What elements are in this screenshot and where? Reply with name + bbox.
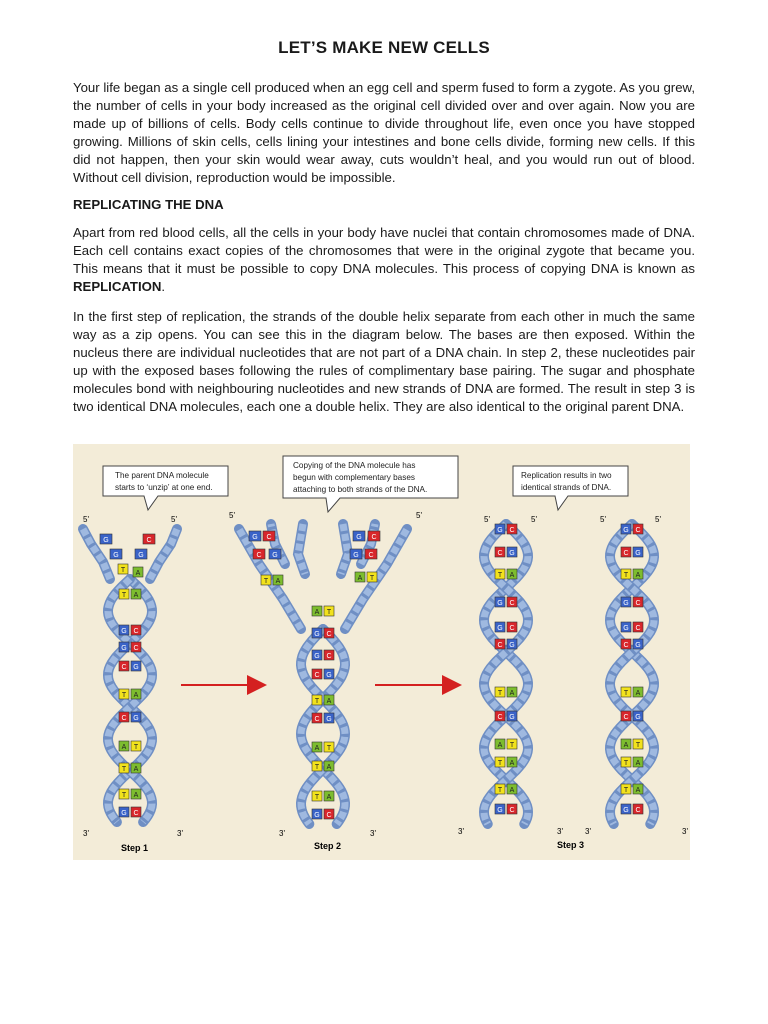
base-letter-3: C (146, 537, 152, 544)
base-letter-111: A (326, 794, 332, 801)
base-letter-207: C (509, 807, 515, 814)
base-letter-89: C (314, 672, 320, 679)
base-letter-29: T (121, 692, 127, 699)
replication-term: REPLICATION (73, 279, 162, 294)
base-letter-203: A (635, 787, 641, 794)
base-letter-33: C (121, 715, 127, 722)
callout-step1 (103, 466, 228, 510)
base-letter-151: C (509, 625, 515, 632)
base-letter-133: T (497, 572, 503, 579)
base-letter-53: G (252, 534, 258, 541)
base-letter-85: G (314, 653, 320, 660)
base-letter-181: A (497, 742, 503, 749)
base-letter-193: T (623, 760, 629, 767)
base-letter-75: T (369, 575, 375, 582)
label-3prime-step1-left: 3' (83, 829, 89, 838)
paragraph-end: . (161, 279, 166, 294)
base-letter-165: T (497, 690, 503, 697)
base-letter-179: G (635, 714, 641, 721)
replication-steps-paragraph: In the first step of replication, the strands of the double helix separate from each other in much the same way as a zip opens. You can see this in the diagram below. The bases are then exposed. Within the nucleus there are individual nucleotides that are not part of a DNA chain. In step 2, these nucleotides pair up with the exposed bases following the rules of complimentary base pairing. The sugar and phosphate molecules bond with neighbouring nucleotides and new strands of DNA are formed. The result in step 3 is two identical DNA molecules, each one a double helix. They are also identical to the original parent DNA. (73, 309, 695, 414)
base-letter-9: T (120, 567, 126, 574)
base-letter-205: G (497, 807, 503, 814)
base-letter-17: G (121, 628, 127, 635)
callout-step3-line2: identical strands of DNA. (521, 483, 612, 492)
base-letter-93: T (314, 698, 320, 705)
label-3prime-step3a-right: 3' (557, 827, 563, 836)
base-letter-105: T (314, 764, 320, 771)
label-3prime-step3a-left: 3' (458, 827, 464, 836)
base-letter-83: C (326, 631, 332, 638)
base-letter-37: A (121, 744, 127, 751)
base-letter-45: T (121, 792, 127, 799)
base-letter-65: G (353, 552, 359, 559)
base-letter-115: C (326, 812, 332, 819)
callout-step2-line2: begun with complementary bases (293, 473, 415, 482)
base-letter-147: C (635, 600, 641, 607)
base-letter-15: A (133, 592, 139, 599)
dna-strands (83, 524, 654, 824)
step1-label: Step 1 (121, 843, 149, 853)
callout-step1-line2: starts to ‘unzip’ at one end. (115, 483, 213, 492)
base-letter-197: T (497, 787, 503, 794)
base-letter-119: C (509, 527, 515, 534)
base-letter-199: A (509, 787, 515, 794)
base-pairs (100, 524, 643, 819)
callout-step1-line1: The parent DNA molecule (115, 471, 209, 480)
base-letter-135: A (509, 572, 515, 579)
base-letter-77: A (314, 609, 320, 616)
base-letter-79: T (326, 609, 332, 616)
base-letter-99: G (326, 716, 332, 723)
base-letter-107: A (326, 764, 332, 771)
base-letter-101: A (314, 745, 320, 752)
label-3prime-step2-left: 3' (279, 829, 285, 838)
label-5prime-step3b-right: 5' (655, 515, 661, 524)
base-letter-59: C (371, 534, 377, 541)
base-letter-183: T (509, 742, 515, 749)
base-letter-69: T (263, 578, 269, 585)
base-letter-123: C (635, 527, 641, 534)
base-letter-201: T (623, 787, 629, 794)
base-letter-39: T (133, 744, 139, 751)
base-letter-185: A (623, 742, 629, 749)
base-letter-159: G (509, 642, 515, 649)
callout-step3-line1: Replication results in two (521, 471, 612, 480)
paragraph-text: Apart from red blood cells, all the cells in your body have nuclei that contain chromosomes made of DNA. Each cell contains exact copies of the chromosomes that were in the original zygote that became you. This means that it must be possible to copy DNA molecules. This process of copying DNA is known as (73, 225, 695, 276)
base-letter-169: T (623, 690, 629, 697)
label-5prime-step1-right: 5' (171, 515, 177, 524)
base-letter-55: C (266, 534, 272, 541)
base-letter-167: A (509, 690, 515, 697)
base-letter-5: G (113, 552, 119, 559)
replication-definition-paragraph (73, 224, 695, 296)
step3-label: Step 3 (557, 840, 585, 850)
label-5prime-step3a-left: 5' (484, 515, 490, 524)
base-letter-211: C (635, 807, 641, 814)
base-letter-25: C (121, 664, 127, 671)
base-letter-1: G (103, 537, 109, 544)
base-letter-191: A (509, 760, 515, 767)
base-letter-35: G (133, 715, 139, 722)
base-letter-155: C (635, 625, 641, 632)
base-letter-177: C (623, 714, 629, 721)
base-letter-209: G (623, 807, 629, 814)
label-3prime-step2-right: 3' (370, 829, 376, 838)
base-letter-145: G (623, 600, 629, 607)
page-title: LET’S MAKE NEW CELLS (278, 38, 490, 57)
base-letter-129: C (623, 550, 629, 557)
base-letter-171: A (635, 690, 641, 697)
base-letter-153: G (623, 625, 629, 632)
callout-step2-line1: Copying of the DNA molecule has (293, 461, 416, 470)
base-letter-81: G (314, 631, 320, 638)
base-letter-195: A (635, 760, 641, 767)
label-5prime-step3b-left: 5' (600, 515, 606, 524)
base-letter-141: G (497, 600, 503, 607)
label-5prime-step1-left: 5' (83, 515, 89, 524)
label-3prime-step3b-left: 3' (585, 827, 591, 836)
label-5prime-step2-left: 5' (229, 511, 235, 520)
base-letter-61: C (256, 552, 262, 559)
base-letter-175: G (509, 714, 515, 721)
base-letter-87: C (326, 653, 332, 660)
label-3prime-step1-right: 3' (177, 829, 183, 838)
base-letter-173: C (497, 714, 503, 721)
dna-replication-diagram (73, 444, 690, 860)
base-letter-11: A (135, 570, 141, 577)
callout-step2-line3: attaching to both strands of the DNA. (293, 485, 428, 494)
label-5prime-step2-right: 5' (416, 511, 422, 520)
base-letter-41: T (121, 766, 127, 773)
base-letter-161: C (623, 642, 629, 649)
base-letter-113: G (314, 812, 320, 819)
base-letter-49: G (121, 810, 127, 817)
base-letter-47: A (133, 792, 139, 799)
callout-step3 (513, 466, 628, 510)
base-letter-149: G (497, 625, 503, 632)
base-letter-137: T (623, 572, 629, 579)
base-letter-143: C (509, 600, 515, 607)
base-letter-187: T (635, 742, 641, 749)
label-5prime-step3a-right: 5' (531, 515, 537, 524)
base-letter-31: A (133, 692, 139, 699)
base-letter-95: A (326, 698, 332, 705)
base-letter-139: A (635, 572, 641, 579)
base-letter-131: G (635, 550, 641, 557)
base-letter-19: C (133, 628, 139, 635)
step2-label: Step 2 (314, 841, 342, 851)
base-letter-109: T (314, 794, 320, 801)
base-letter-67: C (368, 552, 374, 559)
section-heading: REPLICATING THE DNA (73, 197, 224, 212)
base-letter-57: G (356, 534, 362, 541)
base-letter-63: G (272, 552, 278, 559)
base-letter-43: A (133, 766, 139, 773)
base-letter-121: G (623, 527, 629, 534)
base-letter-125: C (497, 550, 503, 557)
label-3prime-step3b-right: 3' (682, 827, 688, 836)
base-letter-23: C (133, 645, 139, 652)
base-letter-51: C (133, 810, 139, 817)
base-letter-189: T (497, 760, 503, 767)
base-letter-13: T (121, 592, 127, 599)
base-letter-71: A (275, 578, 281, 585)
base-letter-163: G (635, 642, 641, 649)
base-letter-91: G (326, 672, 332, 679)
intro-paragraph: Your life began as a single cell produced when an egg cell and sperm fused to form a zygote. As you grew, the number of cells in your body increased as the original cell divided over and over again. Now you are made up of billions of cells. Body cells continue to divide throughout life, even once you have stopped growing. Millions of skin cells, cells lining your intestines and bone cells divide, forming new cells. If this did not happen, then your skin would wear away, cuts wouldn’t heal, and you would run out of blood. Without cell division, reproduction would be impossible. (73, 80, 695, 185)
base-letter-117: G (497, 527, 503, 534)
base-letter-127: G (509, 550, 515, 557)
base-letter-27: G (133, 664, 139, 671)
base-letter-73: A (357, 575, 363, 582)
diagram-canvas (73, 444, 690, 860)
base-letter-157: C (497, 642, 503, 649)
callout-step2 (283, 456, 458, 512)
base-letter-7: G (138, 552, 144, 559)
base-letter-21: G (121, 645, 127, 652)
base-letter-97: C (314, 716, 320, 723)
base-letter-103: T (326, 745, 332, 752)
